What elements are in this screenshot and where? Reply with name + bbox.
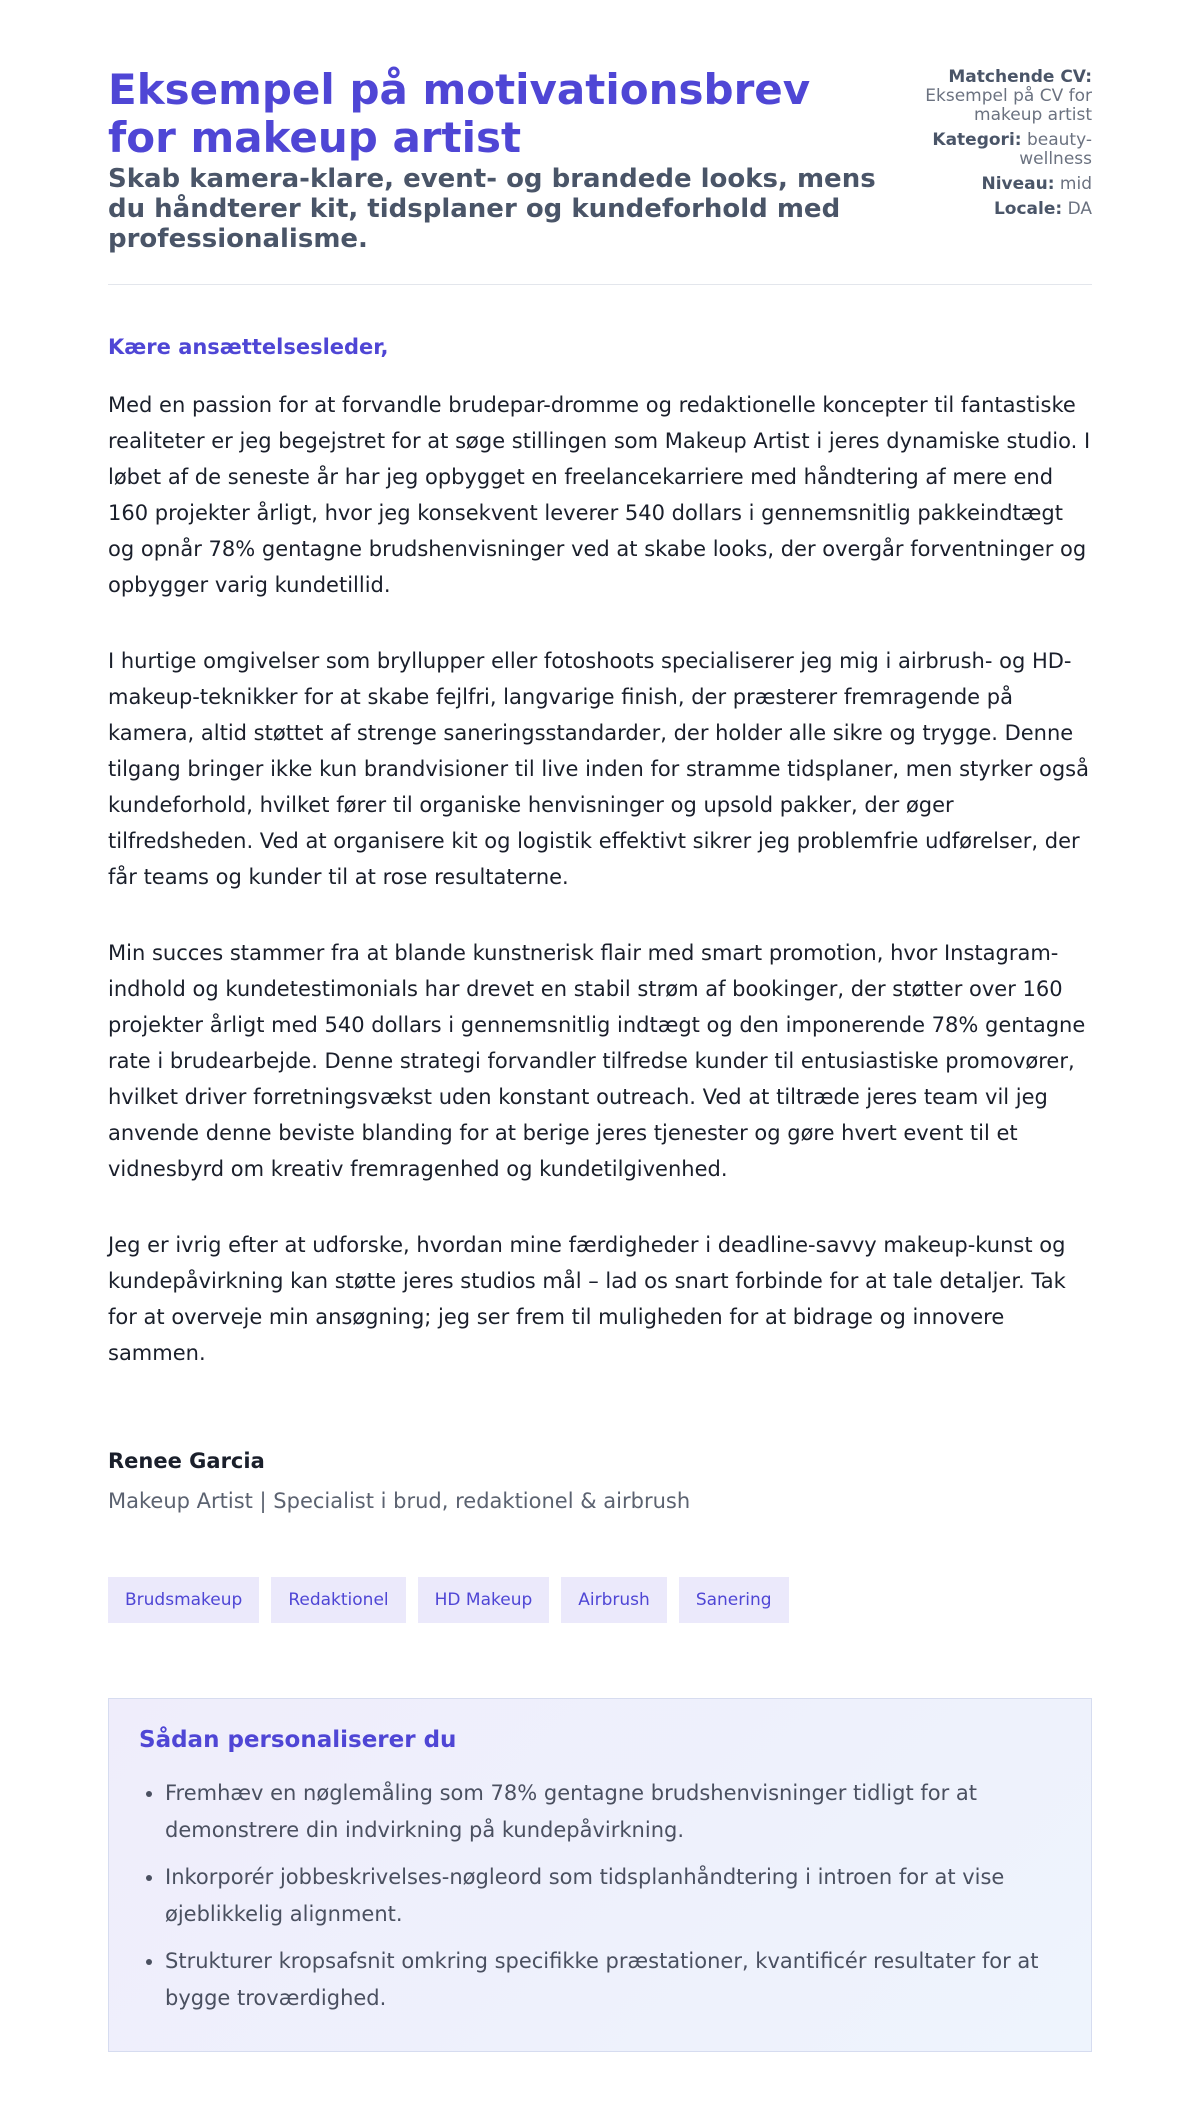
meta-locale xyxy=(902,200,1092,219)
meta-category-label: Kategori: xyxy=(932,130,1022,150)
letter-paragraph: Med en passion for at forvandle brudepar-dromme og redaktionelle koncepter til fantastiske realiteter er jeg begejstret for at søge stillingen som Makeup Artist i jeres dynamiske studio. I løbet af de seneste år har jeg opbygget en freelancekarriere med håndtering af mere end 160 projekter årligt, hvor jeg konsekvent leverer 540 dollars i gennemsnitlig pakkeindtægt og opnår 78% gentagne brudshenvisninger ved at skabe looks, der overgår forventninger og opbygger varig kundetillid. xyxy=(108,393,1091,597)
letter-paragraph: Jeg er ivrig efter at udforske, hvordan mine færdigheder i deadline-savvy makeup-kunst og kundepåvirkning kan støtte jeres studios mål – lad os snart forbinde for at tale detaljer. Tak for at overveje min ansøgning; jeg ser frem til muligheden for at bidrage og innovere sammen. xyxy=(108,1233,1066,1365)
tips-item: • Fremhæv en nøglemåling som 78% gentagne brudshenvisninger tidligt for at demonstrere din indvirkning på kundepåvirkning. xyxy=(165,1775,1061,1849)
meta-category-value: beauty-wellness xyxy=(1019,130,1092,169)
skill-tag: HD Makeup xyxy=(418,1577,550,1623)
tips-title: Sådan personaliserer du xyxy=(139,1727,457,1753)
meta-matching-cv xyxy=(902,68,1092,125)
skill-tag: Airbrush xyxy=(561,1577,667,1623)
letter-body xyxy=(108,335,1092,1513)
meta-locale-label: Locale: xyxy=(993,199,1063,219)
skill-tag: Brudsmakeup xyxy=(108,1577,259,1623)
meta-level xyxy=(902,175,1092,194)
personalization-tips-box xyxy=(108,1698,1092,2052)
page-subtitle: Skab kamera-klare, event- og brandede looks, mens du håndterer kit, tidsplaner og kundeforhold med professionalisme. xyxy=(108,164,876,254)
meta-category xyxy=(902,131,1092,169)
tips-item: • Strukturer kropsafsnit omkring specifikke præstationer, kvantificér resultater for at bygge troværdighed. xyxy=(165,1943,1061,2017)
letter-paragraph: I hurtige omgivelser som bryllupper eller fotoshoots specialiserer jeg mig i airbrush- og HD-makeup-teknikker for at skabe fejlfri, langvarige finish, der præsterer fremragende på kamera, altid støttet af strenge saneringsstandarder, der holder alle sikre og trygge. Denne tilgang bringer ikke kun brandvisioner til live inden for stramme tidsplaner, men styrker også kundeforhold, hvilket fører til organiske henvisninger og upsold pakker, der øger tilfredsheden. Ved at organisere kit og logistik effektivt sikrer jeg problemfrie udførelser, der får teams og kunder til at rose resultaterne. xyxy=(108,649,1089,889)
page-title: Eksempel på motivationsbrev for makeup artist xyxy=(108,65,811,162)
page-header xyxy=(108,0,1092,285)
skill-tags xyxy=(108,1577,1092,1623)
meta-level-value: mid xyxy=(1059,174,1092,194)
meta-level-label: Niveau: xyxy=(981,174,1055,194)
letter-greeting: Kære ansættelsesleder, xyxy=(108,335,389,359)
signature-name: Renee Garcia xyxy=(108,1449,265,1473)
tips-item: • Inkorporér jobbeskrivelses-nøgleord som tidsplanhåndtering i introen for at vise øjeblikkelig alignment. xyxy=(165,1859,1061,1933)
meta-locale-value: DA xyxy=(1067,199,1092,219)
signature-role: Makeup Artist | Specialist i brud, redaktionel & airbrush xyxy=(108,1489,691,1513)
meta-panel xyxy=(902,68,1092,225)
skill-tag: Redaktionel xyxy=(271,1577,405,1623)
meta-cv-link[interactable]: Eksempel på CV for makeup artist xyxy=(925,86,1092,125)
letter-paragraph: Min succes stammer fra at blande kunstnerisk flair med smart promotion, hvor Instagram-indhold og kundetestimonials har drevet en stabil strøm af bookinger, der støtter over 160 projekter årligt med 540 dollars i gennemsnitlig indtægt og den imponerende 78% gentagne rate i brudearbejde. Denne strategi forvandler tilfredse kunder til entusiastiske promovører, hvilket driver forretningsvækst uden konstant outreach. Ved at tiltræde jeres team vil jeg anvende denne beviste blanding for at berige jeres tjenester og gøre hvert event til et vidnesbyrd om kreativ fremragenhed og kundetilgivenhed. xyxy=(108,941,1086,1181)
meta-cv-label: Matchende CV: xyxy=(948,67,1092,87)
skill-tag: Sanering xyxy=(679,1577,789,1623)
tips-list xyxy=(139,1775,1061,2017)
